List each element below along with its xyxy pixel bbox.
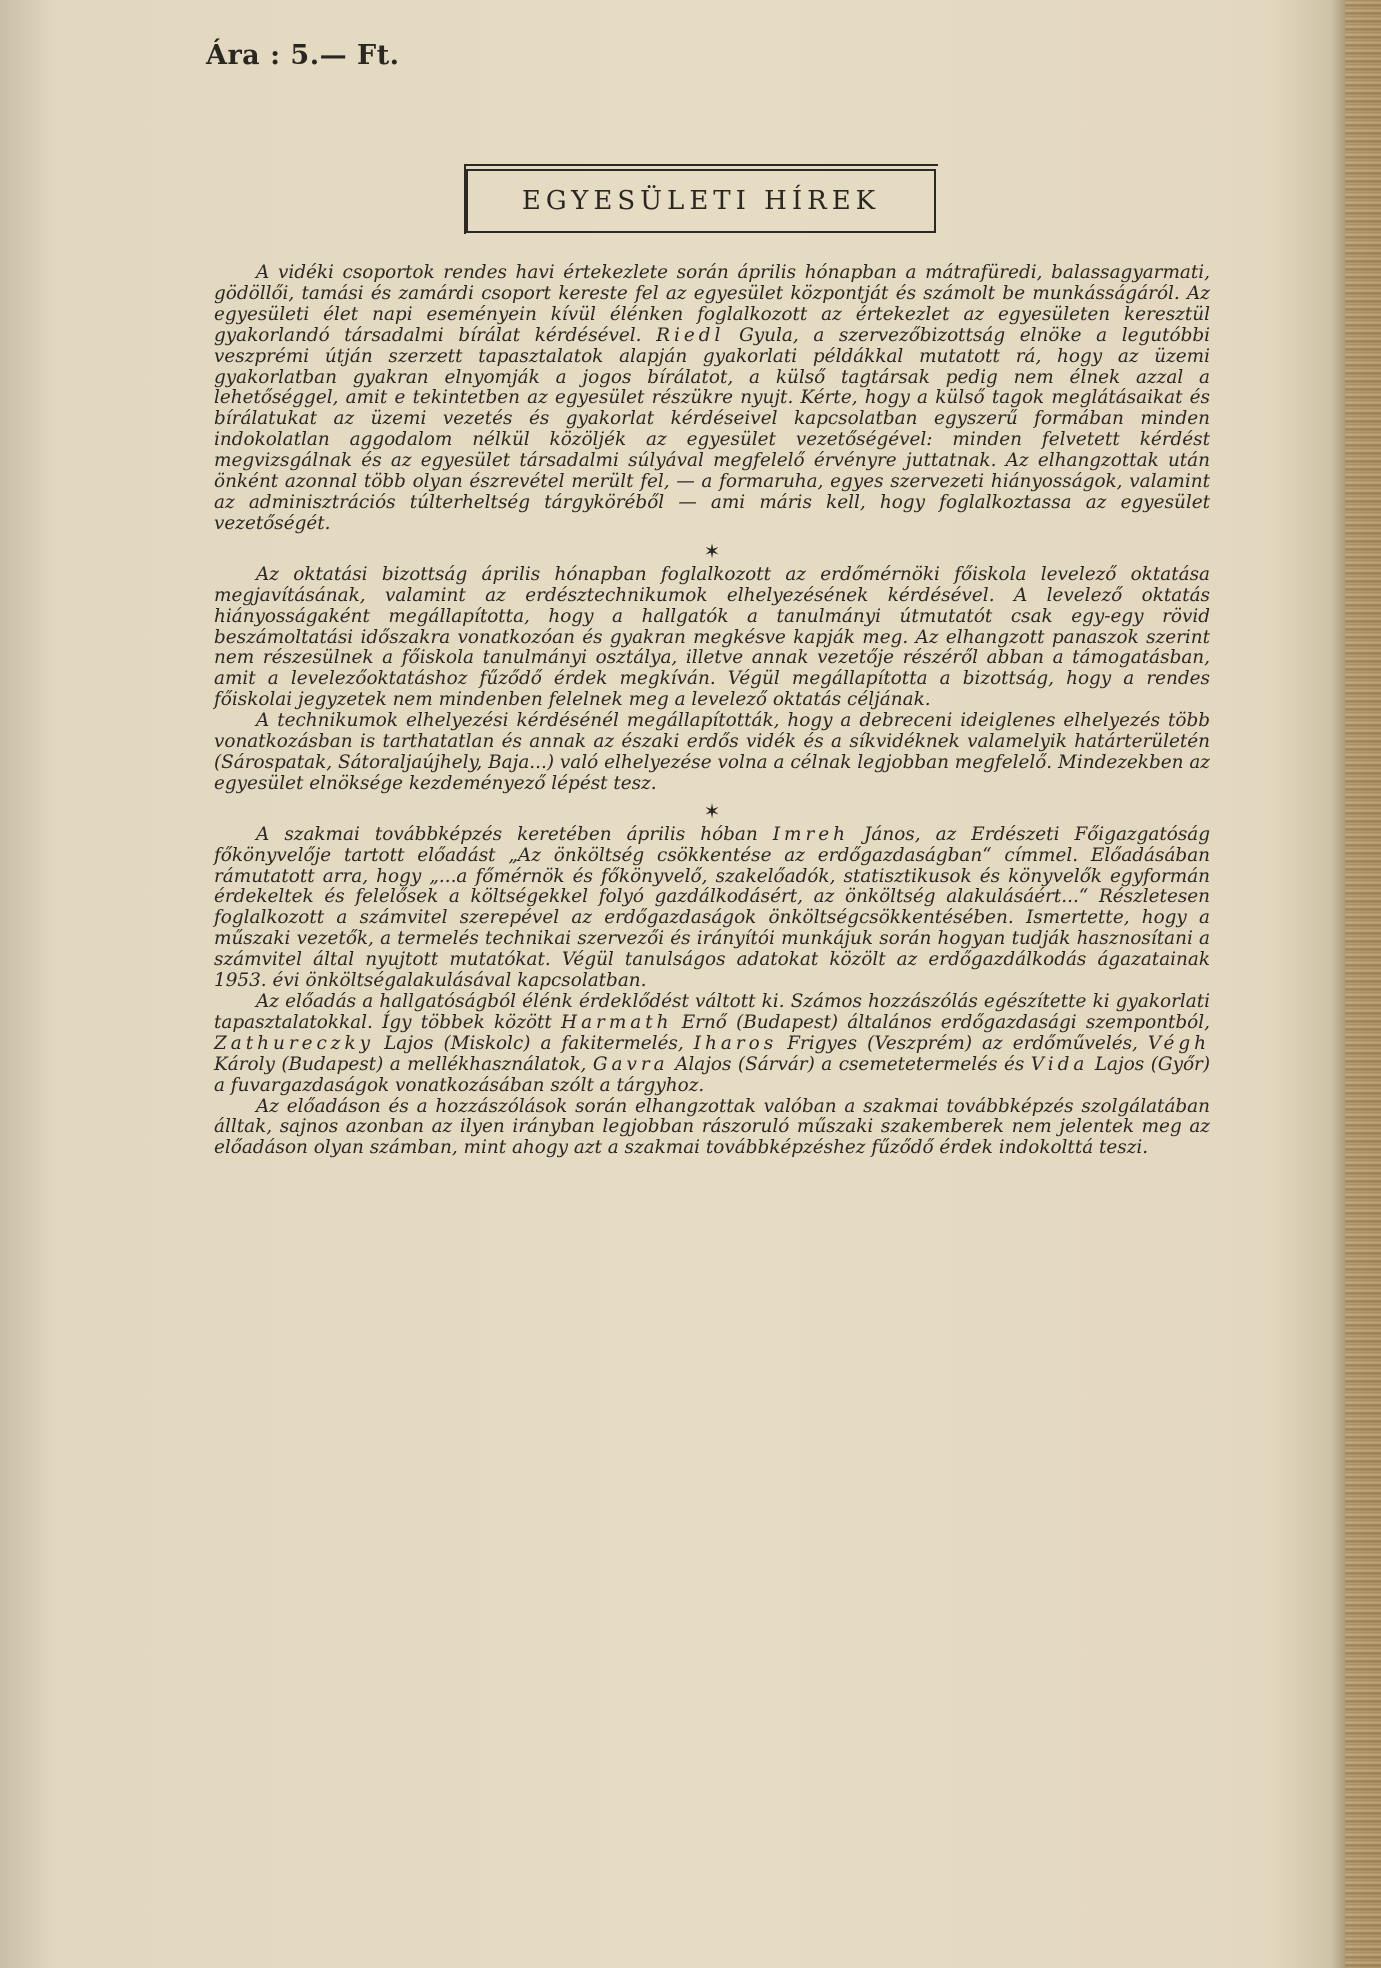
person-name: Iharos	[693, 1032, 778, 1054]
text-run: Lajos (Miskolc) a fakitermelés,	[374, 1032, 694, 1054]
article-body	[214, 263, 1210, 1159]
paragraph	[214, 1097, 1210, 1160]
book-spine-edge	[1345, 0, 1381, 1968]
person-name: Végh	[1147, 1032, 1211, 1054]
text-run: A technikumok elhelyezési kérdésénél megállapították, hogy a debreceni ideiglenes elhelyezés több vonatkozásban is tarthatatlan és annak az északi erdős vidék és a síkvidéknek valamelyik határterületén (Sárospatak, Sátoraljaújhely, Baja...) való elhelyezése volna a célnak legjobban megfelelő. Mindezekben az egyesület elnöksége kezdeményező lépést tesz.	[214, 710, 1210, 794]
paragraph	[214, 825, 1210, 992]
text-run: Az előadás a hallgatóságból élénk érdeklődést váltott ki. Számos hozzászólás egészítette ki gyakorlati tapasztalatokkal. Így többek között	[214, 991, 1210, 1033]
price-label: Ára : 5.— Ft.	[206, 40, 400, 71]
paragraph	[214, 992, 1210, 1097]
text-run: Alajos (Sárvár) a csemetetermelés és	[668, 1053, 1031, 1075]
text-run: Lajos (Győr) a fuvargazdaságok vonatkozásában szólt a tárgyhoz.	[214, 1053, 1210, 1096]
section-separator-star: ✶	[703, 798, 721, 823]
text-run: Az oktatási bizottság április hónapban foglalkozott az erdőmérnöki főiskola levelező oktatása megjavításának, valamint az erdésztechnikumok elhelyezésének kérdésével. A levelező oktatás hiányosságaként megállapította, hogy a hallgatók a tanulmányi útmutatót csak egy-egy rövid beszámoltatási időszakra vonatkozóan és gyakran megkésve kapják meg. Az elhangzott panaszok szerint nem részesülnek a főiskola tanulmányi osztálya, illetve annak vezetője részéről abban a támogatásban, amit a levelezőoktatáshoz fűződő érdek megkíván. Végül megállapította a bizottság, hogy a rendes főiskolai jegyzetek nem mindenben felelnek meg a levelező oktatás céljának.	[214, 563, 1210, 711]
person-name: Riedl	[656, 324, 725, 346]
person-name: Gavra	[592, 1053, 669, 1075]
page-fold-shadow	[1331, 0, 1345, 1968]
person-name: Vida	[1030, 1053, 1089, 1075]
text-run: Ernő (Budapest) általános erdőgazdasági szempontból,	[672, 1011, 1210, 1033]
text-run: A szakmai továbbképzés keretében április hóban	[256, 823, 773, 845]
section-separator-star: ✶	[703, 538, 721, 563]
text-run: A vidéki csoportok rendes havi értekezlete során április hónapban a mátrafüredi, balassagyarmati, gödöllői, tamási és zamárdi csoport kereste fel az egyesület központját és számolt be munkásságáról. Az egyesületi élet napi eseményein kívül élénken foglalkozott az értekezlet az egyesületen keresztül gyakorlandó társadalmi bírálat kérdésével.	[214, 262, 1210, 346]
paragraph	[214, 711, 1210, 795]
paragraph	[214, 565, 1210, 711]
person-name: Zathureczky	[214, 1032, 375, 1054]
person-name: Harmath	[561, 1011, 673, 1033]
text-run: Károly (Budapest) a mellékhasználatok,	[214, 1053, 593, 1075]
text-run: Frigyes (Veszprém) az erdőművelés,	[777, 1032, 1148, 1054]
text-run: János, az Erdészeti Főigazgatóság főkönyvelője tartott előadást „Az önköltség csökkentése az erdőgazdaságban“ címmel. Előadásában rámutatott arra, hogy „...a főmérnök és főkönyvelő, szakelőadók, statisztikusok és könyvelők egyformán érdekeltek és felelősek a költségekkel folyó gazdálkodásért, az önköltség alakulásáért...“ Részletesen foglalkozott a számvitel szerepével az erdőgazdaságok önköltségcsökkentésében. Ismertette, hogy a műszaki vezetők, a termelés technikai szervezői és irányítói munkájuk során hogyan tudják hasznosítani a számvitel által nyujtott mutatókat. Végül tanulságos adatokat közölt az erdőgazdálkodás ágazatainak 1953. évi önköltségalakulásával kapcsolatban.	[214, 823, 1210, 992]
text-run: Gyula, a szervezőbizottság elnöke a legutóbbi veszprémi útján szerzett tapasztalatok alapján gyakorlati példákkal mutatott rá, hogy az üzemi gyakorlatban gyakran elnyomják a jogos bírálatot, a külső tagtársak pedig nem élnek azzal a lehetőséggel, amit e tekintetben az egyesület részükre nyujt. Kérte, hogy a külső tagok meglátásaikat és bírálatukat az üzemi vezetés és gyakorlat kérdéseivel kapcsolatban egyszerű formában minden indokolatlan aggodalom nélkül közöljék az egyesület vezetőségével: minden felvetett kérdést megvizsgálnak és az egyesület társadalmi súlyával megfelelő érvényre juttatnak. Az elhangzottak után önként azonnal több olyan észrevétel merült fel, — a formaruha, egyes szervezeti hiányosságok, valamint az adminisztrációs túlterheltség tárgyköréből — ami máris kell, hogy foglalkoztassa az egyesület vezetőségét.	[214, 324, 1210, 534]
person-name: Imreh	[772, 823, 849, 845]
text-run: Az előadáson és a hozzászólások során elhangzottak valóban a szakmai továbbképzés szolgálatában álltak, sajnos azonban az ilyen irányban legjobban rászoruló műszaki szakemberek nem jelentek meg az előadáson olyan számban, mint ahogy azt a szakmai továbbképzéshez fűződő érdek indokolttá teszi.	[214, 1095, 1210, 1159]
section-header-box	[466, 169, 936, 233]
section-title: EGYESÜLETI HÍREK	[521, 186, 881, 216]
paragraph	[214, 263, 1210, 535]
